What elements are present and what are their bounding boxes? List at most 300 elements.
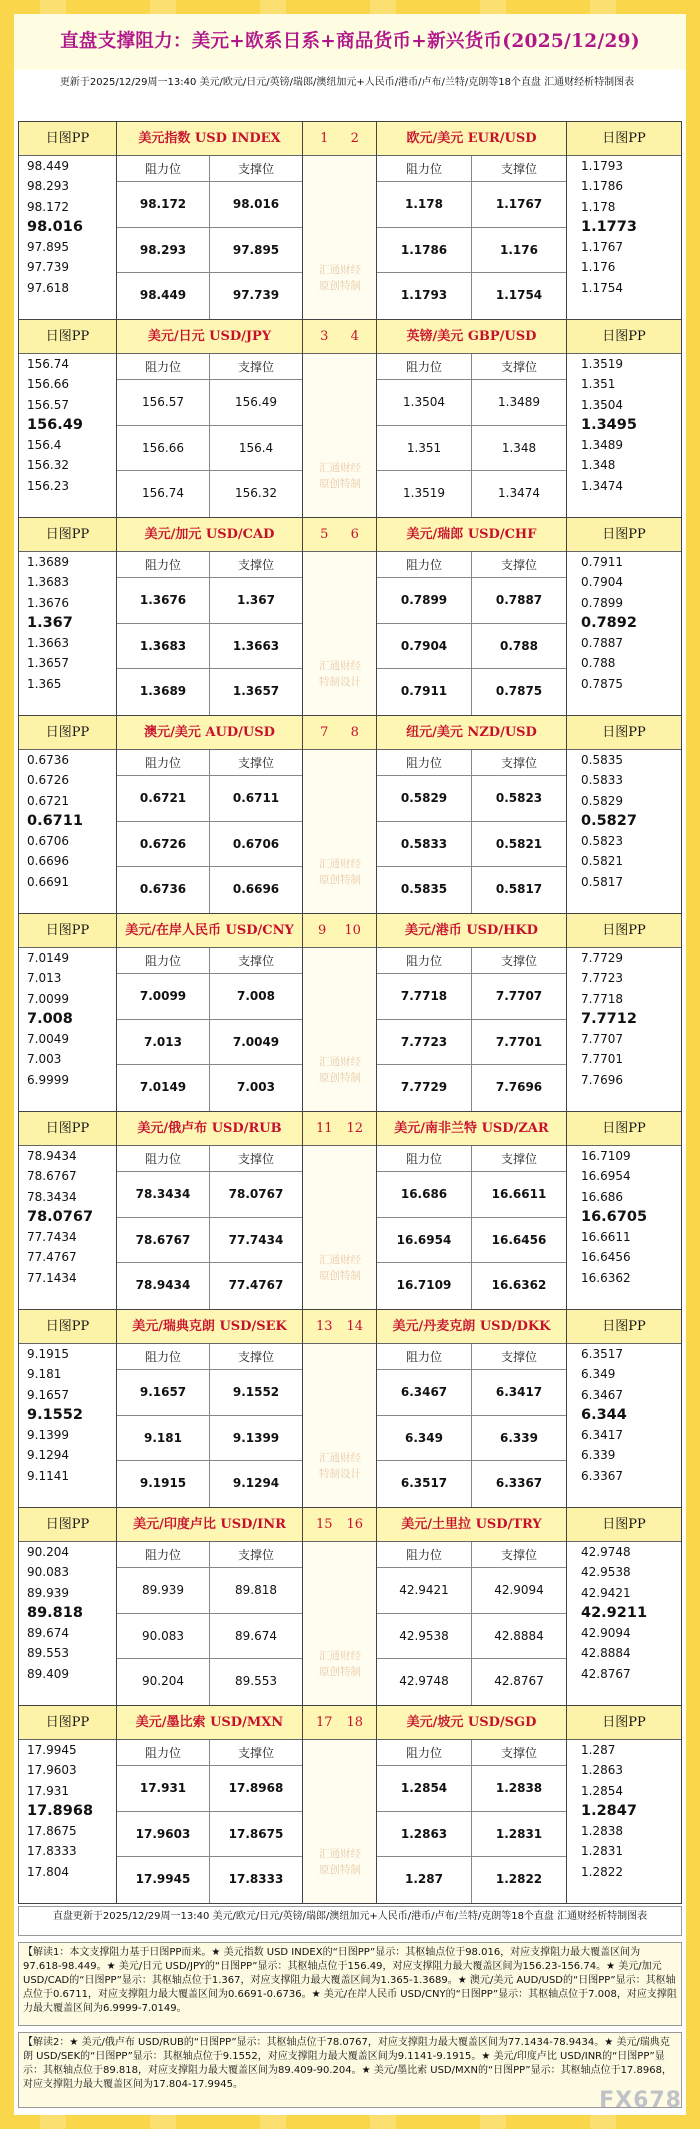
support-value: 97.739 bbox=[232, 288, 280, 303]
pp-column-left bbox=[19, 1508, 117, 1705]
pp-header: 日图PP bbox=[19, 518, 116, 552]
support-value: 1.3489 bbox=[498, 395, 540, 409]
resist-value: 1.1793 bbox=[377, 273, 472, 319]
watermark bbox=[303, 1054, 377, 1086]
pair-table-right bbox=[377, 1112, 567, 1309]
pivot-value: 1.367 bbox=[27, 614, 73, 631]
pp-value: 0.6726 bbox=[27, 773, 69, 788]
pair-table-left bbox=[117, 122, 303, 319]
pp-header: 日图PP bbox=[19, 320, 116, 354]
pivot-value: 0.7892 bbox=[581, 614, 637, 631]
pair-table-right bbox=[377, 518, 567, 715]
pp-value: 156.32 bbox=[27, 458, 69, 473]
pp-header: 日图PP bbox=[19, 1112, 116, 1146]
pp-value: 156.57 bbox=[27, 397, 69, 412]
support-value: 0.6696 bbox=[232, 882, 280, 897]
resist-value: 1.3504 bbox=[377, 380, 472, 425]
pp-value: 0.5835 bbox=[581, 753, 623, 767]
pp-value: 0.5829 bbox=[581, 793, 623, 808]
level-header bbox=[117, 354, 302, 380]
pair-numbers bbox=[303, 716, 376, 750]
pp-value: 17.8675 bbox=[27, 1824, 77, 1839]
pivot-value: 0.6711 bbox=[27, 812, 83, 829]
pp-value: 42.9538 bbox=[581, 1565, 631, 1580]
pp-value: 6.9999 bbox=[27, 1072, 69, 1087]
support-value: 7.7707 bbox=[495, 989, 543, 1003]
pp-value: 42.9094 bbox=[581, 1626, 631, 1641]
pp-value: 90.204 bbox=[27, 1545, 69, 1559]
resist-header: 阻力位 bbox=[117, 1542, 210, 1567]
pivot-value: 1.2847 bbox=[581, 1802, 637, 1819]
support-value: 1.1754 bbox=[495, 288, 543, 303]
pair-block bbox=[19, 518, 682, 716]
watermark-line: 原创特制 bbox=[319, 1864, 361, 1876]
pp-value: 7.0149 bbox=[27, 951, 69, 965]
pp-value: 17.931 bbox=[27, 1783, 69, 1798]
level-header bbox=[377, 354, 566, 380]
pair-table-right bbox=[377, 914, 567, 1111]
watermark bbox=[303, 658, 377, 690]
pp-value: 42.8767 bbox=[581, 1666, 631, 1681]
support-value: 89.553 bbox=[235, 1674, 277, 1689]
resist-value: 78.9434 bbox=[117, 1263, 210, 1309]
pp-value: 1.2822 bbox=[581, 1864, 623, 1879]
support-header: 支撑位 bbox=[500, 1548, 537, 1562]
pair-name: 美元指数 USD INDEX bbox=[117, 122, 302, 156]
resist-value: 98.293 bbox=[117, 228, 210, 273]
level-row bbox=[377, 624, 566, 670]
pp-value: 6.3467 bbox=[581, 1387, 623, 1402]
level-row bbox=[117, 578, 302, 624]
pp-column-right bbox=[567, 518, 682, 715]
pair-table-left bbox=[117, 1706, 303, 1903]
pp-value: 97.895 bbox=[27, 240, 69, 255]
watermark-line: 汇通财经 bbox=[319, 1452, 361, 1464]
footer bbox=[18, 1906, 682, 2108]
level-header bbox=[117, 750, 302, 776]
level-header bbox=[117, 948, 302, 974]
pair-name: 纽元/美元 NZD/USD bbox=[377, 716, 566, 750]
resist-value: 1.287 bbox=[377, 1857, 472, 1903]
resist-value: 78.3434 bbox=[117, 1172, 210, 1217]
support-value: 156.4 bbox=[238, 440, 274, 455]
resist-header: 阻力位 bbox=[377, 552, 472, 577]
level-row bbox=[377, 426, 566, 472]
level-row bbox=[377, 669, 566, 715]
level-header bbox=[377, 948, 566, 974]
index-column bbox=[303, 518, 377, 715]
watermark-line: 汇通财经 bbox=[319, 858, 361, 870]
pp-value: 7.003 bbox=[27, 1052, 62, 1067]
support-header: 支撑位 bbox=[500, 954, 537, 968]
level-row bbox=[377, 1370, 566, 1416]
support-value: 0.6706 bbox=[232, 836, 280, 851]
pp-value: 78.9434 bbox=[27, 1149, 77, 1163]
level-row bbox=[117, 182, 302, 228]
resist-value: 17.9603 bbox=[117, 1812, 210, 1857]
interpretation-2: 【解读2：★ 美元/俄卢布 USD/RUB的“日图PP”显示：其枢轴点位于78.0767，对应支撑阻力最大覆盖区间为77.1434-78.9434。★ 美元/瑞典克朗 USD/SEK的“日图PP”显示：其枢轴点位于9.1552，对应支撑阻力最大覆盖区间为9.1141-9.1915。★ 美元/印度卢比 USD/INR的“日图PP”显示：其枢轴点位于89.818，对应支撑阻力最大覆盖区间为89.409-90.204。★ 美元/墨比索 USD/MXN的“日图PP”显示：其枢轴点位于17.8968，对应支撑阻力最大覆盖区间为17.804-17.9945。 bbox=[18, 2032, 682, 2108]
pair-numbers bbox=[303, 1310, 376, 1344]
pair-table-right bbox=[377, 320, 567, 517]
pp-header: 日图PP bbox=[567, 518, 681, 552]
pair-table-left bbox=[117, 914, 303, 1111]
pp-header: 日图PP bbox=[19, 122, 116, 156]
support-value: 0.7875 bbox=[495, 684, 543, 699]
watermark-line: 原创特制 bbox=[319, 1072, 361, 1084]
pair-number: 15 bbox=[315, 1517, 333, 1532]
index-column bbox=[303, 320, 377, 517]
pp-value: 1.365 bbox=[27, 676, 62, 691]
pair-block bbox=[19, 122, 682, 320]
resist-value: 0.5835 bbox=[377, 867, 472, 913]
pp-column-left bbox=[19, 122, 117, 319]
pp-column-left bbox=[19, 518, 117, 715]
pp-column-left bbox=[19, 914, 117, 1111]
level-row bbox=[117, 471, 302, 517]
level-row bbox=[117, 776, 302, 822]
watermark bbox=[303, 1252, 377, 1284]
level-row bbox=[377, 1263, 566, 1309]
watermark-line: 汇通财经 bbox=[319, 660, 361, 672]
pair-block bbox=[19, 1508, 682, 1706]
index-column bbox=[303, 1508, 377, 1705]
pair-block bbox=[19, 1112, 682, 1310]
level-row bbox=[377, 471, 566, 517]
pp-value: 1.3474 bbox=[581, 478, 623, 493]
level-row bbox=[377, 1218, 566, 1264]
resist-header: 阻力位 bbox=[377, 750, 472, 775]
support-value: 7.7696 bbox=[495, 1080, 543, 1095]
pp-column-right bbox=[567, 1310, 682, 1507]
level-row bbox=[117, 867, 302, 913]
support-value: 98.016 bbox=[232, 197, 280, 211]
watermark-line: 特制设计 bbox=[319, 1468, 361, 1480]
resist-value: 98.449 bbox=[117, 273, 210, 319]
pair-table-left bbox=[117, 1508, 303, 1705]
pair-name: 美元/日元 USD/JPY bbox=[117, 320, 302, 354]
watermark-line: 汇通财经 bbox=[319, 264, 361, 276]
pp-value: 1.176 bbox=[581, 260, 616, 275]
pp-value: 0.6691 bbox=[27, 874, 69, 889]
pair-table-right bbox=[377, 1706, 567, 1903]
levels-grid bbox=[18, 121, 682, 1904]
pair-name: 美元/丹麦克朗 USD/DKK bbox=[377, 1310, 566, 1344]
pp-value: 1.1786 bbox=[581, 179, 623, 194]
watermark bbox=[303, 1648, 377, 1680]
pivot-value: 89.818 bbox=[27, 1604, 83, 1621]
resist-header: 阻力位 bbox=[377, 1344, 472, 1369]
support-value: 97.895 bbox=[232, 242, 280, 257]
level-row bbox=[377, 974, 566, 1020]
pp-value: 0.6696 bbox=[27, 854, 69, 869]
pp-column-right bbox=[567, 1112, 682, 1309]
level-header bbox=[117, 1740, 302, 1766]
pp-value: 1.348 bbox=[581, 458, 616, 473]
pp-header: 日图PP bbox=[567, 1508, 681, 1542]
pp-value: 0.7904 bbox=[581, 575, 623, 590]
pp-value: 1.2863 bbox=[581, 1763, 623, 1778]
pp-value: 1.3489 bbox=[581, 438, 623, 453]
pair-block bbox=[19, 1706, 682, 1904]
resist-header: 阻力位 bbox=[117, 552, 210, 577]
level-row bbox=[377, 822, 566, 868]
resist-value: 156.57 bbox=[117, 380, 210, 425]
pair-numbers bbox=[303, 1706, 376, 1740]
footer-update: 直盘更新于2025/12/29周一13:40 美元/欧元/日元/英镑/瑞郎/澳纽加元+人民币/港币/卢布/兰特/克朗等18个直盘 汇通财经析特制图表 bbox=[18, 1906, 682, 1936]
pivot-value: 16.6705 bbox=[581, 1208, 648, 1225]
pp-value: 0.7887 bbox=[581, 636, 623, 651]
support-value: 16.6456 bbox=[491, 1232, 547, 1247]
support-value: 0.5823 bbox=[495, 791, 543, 805]
watermark-line: 汇通财经 bbox=[319, 462, 361, 474]
support-value: 7.0049 bbox=[232, 1034, 280, 1049]
watermark-line: 原创特制 bbox=[319, 874, 361, 886]
pp-value: 7.7723 bbox=[581, 971, 623, 986]
pp-value: 1.1754 bbox=[581, 280, 623, 295]
pp-value: 16.6456 bbox=[581, 1250, 631, 1265]
pp-column-left bbox=[19, 1706, 117, 1903]
pp-header: 日图PP bbox=[567, 1112, 681, 1146]
pp-column-left bbox=[19, 716, 117, 913]
resist-value: 1.1786 bbox=[377, 228, 472, 273]
pair-number: 17 bbox=[315, 1715, 333, 1730]
resist-value: 89.939 bbox=[117, 1568, 210, 1613]
level-header bbox=[377, 1146, 566, 1172]
pair-block bbox=[19, 716, 682, 914]
pp-value: 0.7875 bbox=[581, 676, 623, 691]
pp-header: 日图PP bbox=[567, 716, 681, 750]
pivot-value: 1.1773 bbox=[581, 218, 637, 235]
support-value: 1.2831 bbox=[495, 1826, 543, 1841]
support-value: 77.4767 bbox=[228, 1278, 284, 1293]
pair-block bbox=[19, 1310, 682, 1508]
pp-value: 89.939 bbox=[27, 1585, 69, 1600]
resist-value: 98.172 bbox=[117, 182, 210, 227]
pp-value: 0.5817 bbox=[581, 874, 623, 889]
resist-value: 17.931 bbox=[117, 1766, 210, 1811]
pp-header: 日图PP bbox=[567, 1706, 681, 1740]
resist-header: 阻力位 bbox=[377, 354, 472, 379]
pair-number: 5 bbox=[320, 527, 329, 542]
pp-value: 16.6954 bbox=[581, 1169, 631, 1184]
level-row bbox=[117, 1461, 302, 1507]
pp-value: 1.2854 bbox=[581, 1783, 623, 1798]
level-row bbox=[117, 426, 302, 472]
support-header: 支撑位 bbox=[237, 1548, 274, 1562]
level-row bbox=[117, 1370, 302, 1416]
pair-name: 美元/土里拉 USD/TRY bbox=[377, 1508, 566, 1542]
watermark bbox=[303, 460, 377, 492]
pp-value: 1.3676 bbox=[27, 595, 69, 610]
level-row bbox=[117, 1218, 302, 1264]
pp-value: 156.23 bbox=[27, 478, 69, 493]
support-header: 支撑位 bbox=[500, 1152, 537, 1166]
pp-value: 97.739 bbox=[27, 260, 69, 275]
pair-name: 美元/瑞典克朗 USD/SEK bbox=[117, 1310, 302, 1344]
resist-header: 阻力位 bbox=[377, 1146, 472, 1171]
pair-number: 12 bbox=[346, 1121, 364, 1136]
pair-name: 美元/南非兰特 USD/ZAR bbox=[377, 1112, 566, 1146]
level-row bbox=[117, 1172, 302, 1218]
level-row bbox=[117, 1568, 302, 1614]
support-value: 6.339 bbox=[500, 1430, 538, 1445]
pair-table-right bbox=[377, 122, 567, 319]
resist-value: 0.5829 bbox=[377, 776, 472, 821]
pp-value: 7.0099 bbox=[27, 991, 69, 1006]
resist-value: 156.74 bbox=[117, 471, 210, 517]
resist-value: 16.686 bbox=[377, 1172, 472, 1217]
resist-value: 1.2854 bbox=[377, 1766, 472, 1811]
support-value: 16.6611 bbox=[491, 1187, 547, 1201]
pair-numbers bbox=[303, 914, 376, 948]
pivot-value: 17.8968 bbox=[27, 1802, 94, 1819]
pair-name: 美元/俄卢布 USD/RUB bbox=[117, 1112, 302, 1146]
pp-value: 16.7109 bbox=[581, 1149, 631, 1163]
level-header bbox=[117, 552, 302, 578]
level-header bbox=[117, 156, 302, 182]
level-header bbox=[117, 1542, 302, 1568]
resist-value: 1.2863 bbox=[377, 1812, 472, 1857]
level-row bbox=[377, 1461, 566, 1507]
resist-value: 7.0149 bbox=[117, 1065, 210, 1111]
support-value: 0.7887 bbox=[495, 593, 543, 607]
level-row bbox=[377, 776, 566, 822]
pp-value: 9.1399 bbox=[27, 1428, 69, 1443]
level-row bbox=[117, 1263, 302, 1309]
pp-column-left bbox=[19, 1112, 117, 1309]
support-value: 1.348 bbox=[501, 440, 537, 455]
pair-table-right bbox=[377, 1310, 567, 1507]
pivot-value: 42.9211 bbox=[581, 1604, 648, 1621]
pp-value: 89.553 bbox=[27, 1646, 69, 1661]
resist-value: 9.1657 bbox=[117, 1370, 210, 1415]
watermark-line: 汇通财经 bbox=[319, 1848, 361, 1860]
support-header: 支撑位 bbox=[500, 756, 537, 770]
pair-number: 2 bbox=[350, 131, 359, 146]
level-row bbox=[377, 1568, 566, 1614]
level-header bbox=[377, 156, 566, 182]
resist-value: 78.6767 bbox=[117, 1218, 210, 1263]
pp-value: 0.7911 bbox=[581, 555, 623, 569]
level-row bbox=[377, 1020, 566, 1066]
pair-number: 14 bbox=[346, 1319, 364, 1334]
pp-value: 9.1141 bbox=[27, 1468, 69, 1483]
level-row bbox=[377, 1172, 566, 1218]
pair-block bbox=[19, 320, 682, 518]
level-row bbox=[117, 228, 302, 274]
resist-value: 1.3519 bbox=[377, 471, 472, 517]
support-value: 0.5821 bbox=[495, 836, 543, 851]
level-row bbox=[117, 1659, 302, 1705]
pp-value: 78.3434 bbox=[27, 1189, 77, 1204]
support-value: 0.788 bbox=[500, 638, 538, 653]
resist-value: 0.6726 bbox=[117, 822, 210, 867]
support-value: 6.3367 bbox=[495, 1476, 543, 1491]
level-row bbox=[377, 867, 566, 913]
resist-value: 1.3683 bbox=[117, 624, 210, 669]
support-header: 支撑位 bbox=[500, 360, 537, 374]
support-value: 9.1399 bbox=[232, 1430, 280, 1445]
watermark-line: 特制设计 bbox=[319, 676, 361, 688]
pair-block bbox=[19, 914, 682, 1112]
support-value: 7.008 bbox=[237, 989, 275, 1003]
pp-column-right bbox=[567, 320, 682, 517]
pair-number: 16 bbox=[346, 1517, 364, 1532]
pp-value: 42.9748 bbox=[581, 1545, 631, 1559]
pp-header: 日图PP bbox=[19, 1508, 116, 1542]
level-header bbox=[377, 750, 566, 776]
pp-value: 7.7701 bbox=[581, 1052, 623, 1067]
resist-header: 阻力位 bbox=[377, 1740, 472, 1765]
level-row bbox=[377, 1659, 566, 1705]
support-header: 支撑位 bbox=[237, 162, 274, 176]
pair-name: 美元/港币 USD/HKD bbox=[377, 914, 566, 948]
pivot-value: 9.1552 bbox=[27, 1406, 83, 1423]
pp-value: 17.9603 bbox=[27, 1763, 77, 1778]
watermark bbox=[303, 1846, 377, 1878]
pp-value: 1.178 bbox=[581, 199, 616, 214]
resist-value: 9.1915 bbox=[117, 1461, 210, 1507]
resist-value: 0.7904 bbox=[377, 624, 472, 669]
pp-value: 1.2838 bbox=[581, 1824, 623, 1839]
level-row bbox=[117, 669, 302, 715]
pp-value: 17.8333 bbox=[27, 1844, 77, 1859]
pair-name: 美元/在岸人民币 USD/CNY bbox=[117, 914, 302, 948]
pp-value: 0.6721 bbox=[27, 793, 69, 808]
resist-value: 7.7723 bbox=[377, 1020, 472, 1065]
index-column bbox=[303, 1112, 377, 1309]
pair-numbers bbox=[303, 1508, 376, 1542]
pp-value: 42.9421 bbox=[581, 1585, 631, 1600]
support-value: 7.7701 bbox=[495, 1034, 543, 1049]
pair-table-left bbox=[117, 1112, 303, 1309]
support-header: 支撑位 bbox=[500, 1350, 537, 1364]
pp-value: 1.3663 bbox=[27, 636, 69, 651]
pp-value: 77.4767 bbox=[27, 1250, 77, 1265]
support-value: 42.8884 bbox=[494, 1628, 544, 1643]
resist-value: 7.013 bbox=[117, 1020, 210, 1065]
pair-numbers bbox=[303, 518, 376, 552]
pair-table-left bbox=[117, 1310, 303, 1507]
fx678-logo: FX678 bbox=[599, 2088, 682, 2113]
pair-name: 美元/加元 USD/CAD bbox=[117, 518, 302, 552]
pp-value: 9.1657 bbox=[27, 1387, 69, 1402]
pivot-value: 156.49 bbox=[27, 416, 83, 433]
pivot-value: 1.3495 bbox=[581, 416, 637, 433]
level-row bbox=[117, 974, 302, 1020]
level-row bbox=[117, 1857, 302, 1903]
pp-value: 1.3504 bbox=[581, 397, 623, 412]
pair-table-right bbox=[377, 1508, 567, 1705]
resist-header: 阻力位 bbox=[377, 948, 472, 973]
resist-value: 1.3676 bbox=[117, 578, 210, 623]
resist-header: 阻力位 bbox=[377, 156, 472, 181]
level-header bbox=[377, 1740, 566, 1766]
level-row bbox=[117, 822, 302, 868]
pair-number: 6 bbox=[350, 527, 359, 542]
pivot-value: 78.0767 bbox=[27, 1208, 94, 1225]
level-row bbox=[377, 228, 566, 274]
resist-header: 阻力位 bbox=[377, 1542, 472, 1567]
pp-value: 7.7696 bbox=[581, 1072, 623, 1087]
level-row bbox=[377, 1766, 566, 1812]
level-row bbox=[117, 1416, 302, 1462]
pivot-value: 0.5827 bbox=[581, 812, 637, 829]
pp-value: 6.339 bbox=[581, 1448, 616, 1463]
watermark bbox=[303, 1450, 377, 1482]
pp-column-left bbox=[19, 320, 117, 517]
pp-column-right bbox=[567, 1508, 682, 1705]
